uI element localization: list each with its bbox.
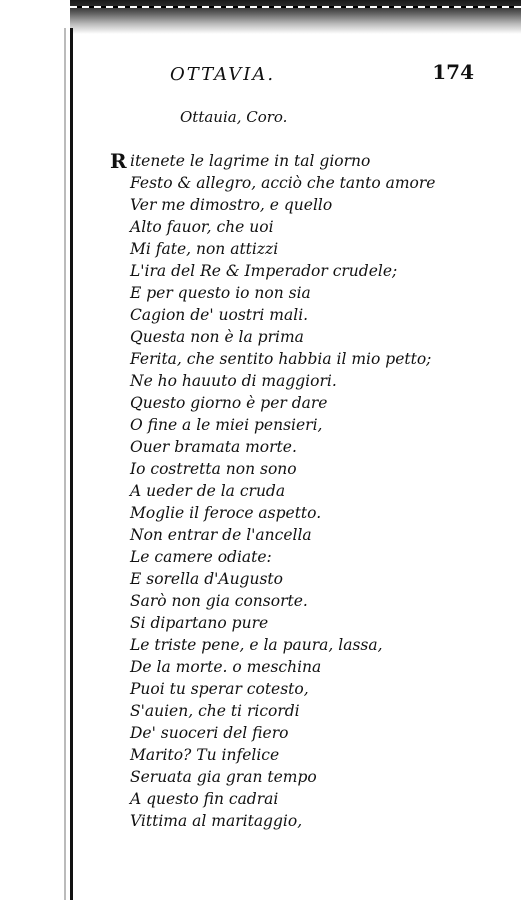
verse-line-text: A questo fin cadrai: [130, 790, 279, 808]
verse-line-text: Ne ho hauuto di maggiori.: [130, 372, 337, 390]
verse-line-text: itenete le lagrime in tal giorno: [130, 152, 371, 170]
verse-line: [110, 458, 440, 480]
verse-line: [110, 194, 440, 216]
verse-line: [110, 744, 440, 766]
verse-line-text: O fine a le miei pensieri,: [130, 416, 323, 434]
verse-line-text: Festo & allegro, acciò che tanto amore: [130, 174, 436, 192]
verse-line: [110, 524, 440, 546]
verse-line-text: Puoi tu sperar cotesto,: [130, 680, 309, 698]
verse-line: [110, 568, 440, 590]
verse-line: [110, 370, 440, 392]
verse-line: [110, 392, 440, 414]
verse-line-text: Ver me dimostro, e quello: [130, 196, 333, 214]
verse-line-text: Le triste pene, e la paura, lassa,: [130, 636, 383, 654]
verse-line-text: De' suoceri del fiero: [130, 724, 289, 742]
verse-line: [110, 326, 440, 348]
verse-line: [110, 788, 440, 810]
page-header: [170, 60, 480, 90]
verse-line: [110, 700, 440, 722]
verse-line: [110, 546, 440, 568]
verse-line: [110, 656, 440, 678]
verse-line: [110, 216, 440, 238]
verse-line: [110, 436, 440, 458]
verse-line-text: Io costretta non sono: [130, 460, 297, 478]
verse-line-text: Ferita, che sentito habbia il mio petto;: [130, 350, 432, 368]
verse-line-text: Alto fauor, che uoi: [130, 218, 274, 236]
verse-line-text: Moglie il feroce aspetto.: [130, 504, 322, 522]
verse-line: [110, 722, 440, 744]
verse-line-text: Sarò non gia consorte.: [130, 592, 308, 610]
verse-line: [110, 634, 440, 656]
verse-line: [110, 502, 440, 524]
verse-line: [110, 612, 440, 634]
verse-line-text: E per questo io non sia: [130, 284, 311, 302]
verse-line-text: A ueder de la cruda: [130, 482, 286, 500]
verse-initial-letter: R: [110, 149, 127, 173]
speaker-heading: Ottauia, Coro.: [180, 108, 288, 126]
verse-line-text: Si dipartano pure: [130, 614, 269, 632]
verse-line: [110, 766, 440, 788]
verse-line: [110, 414, 440, 436]
verse-line: [110, 238, 440, 260]
verse-line-text: S'auien, che ti ricordi: [130, 702, 300, 720]
verse-line-text: De la morte. o meschina: [130, 658, 322, 676]
verse-line-text: Mi fate, non attizzi: [130, 240, 279, 258]
verse-line: [110, 810, 440, 832]
verse-line-text: Seruata gia gran tempo: [130, 768, 317, 786]
verse-line-text: Non entrar de l'ancella: [130, 526, 312, 544]
verse-line: [110, 590, 440, 612]
page-number: 174: [432, 60, 474, 84]
verse-line-text: Le camere odiate:: [130, 548, 272, 566]
verse-line: [110, 304, 440, 326]
verse-line-text: Cagion de' uostri mali.: [130, 306, 309, 324]
verse-line: [110, 348, 440, 370]
verse-line: [110, 282, 440, 304]
verse-line-text: Vittima al maritaggio,: [130, 812, 303, 830]
verse-line-text: L'ira del Re & Imperador crudele;: [130, 262, 398, 280]
verse-line: [110, 678, 440, 700]
verse-line-text: Marito? Tu infelice: [130, 746, 280, 764]
verse-line: [110, 480, 440, 502]
running-title: OTTAVIA.: [170, 64, 276, 85]
verse-line-text: Questo giorno è per dare: [130, 394, 328, 412]
verse-line-text: E sorella d'Augusto: [130, 570, 283, 588]
page-gutter-edge: [70, 28, 73, 900]
verse-line: [110, 150, 440, 172]
page-top-edge: [70, 0, 521, 34]
verse-line: [110, 172, 440, 194]
verse-line: [110, 260, 440, 282]
verse-line-text: Questa non è la prima: [130, 328, 304, 346]
verse-block: [110, 150, 440, 832]
verse-line-text: Ouer bramata morte.: [130, 438, 297, 456]
